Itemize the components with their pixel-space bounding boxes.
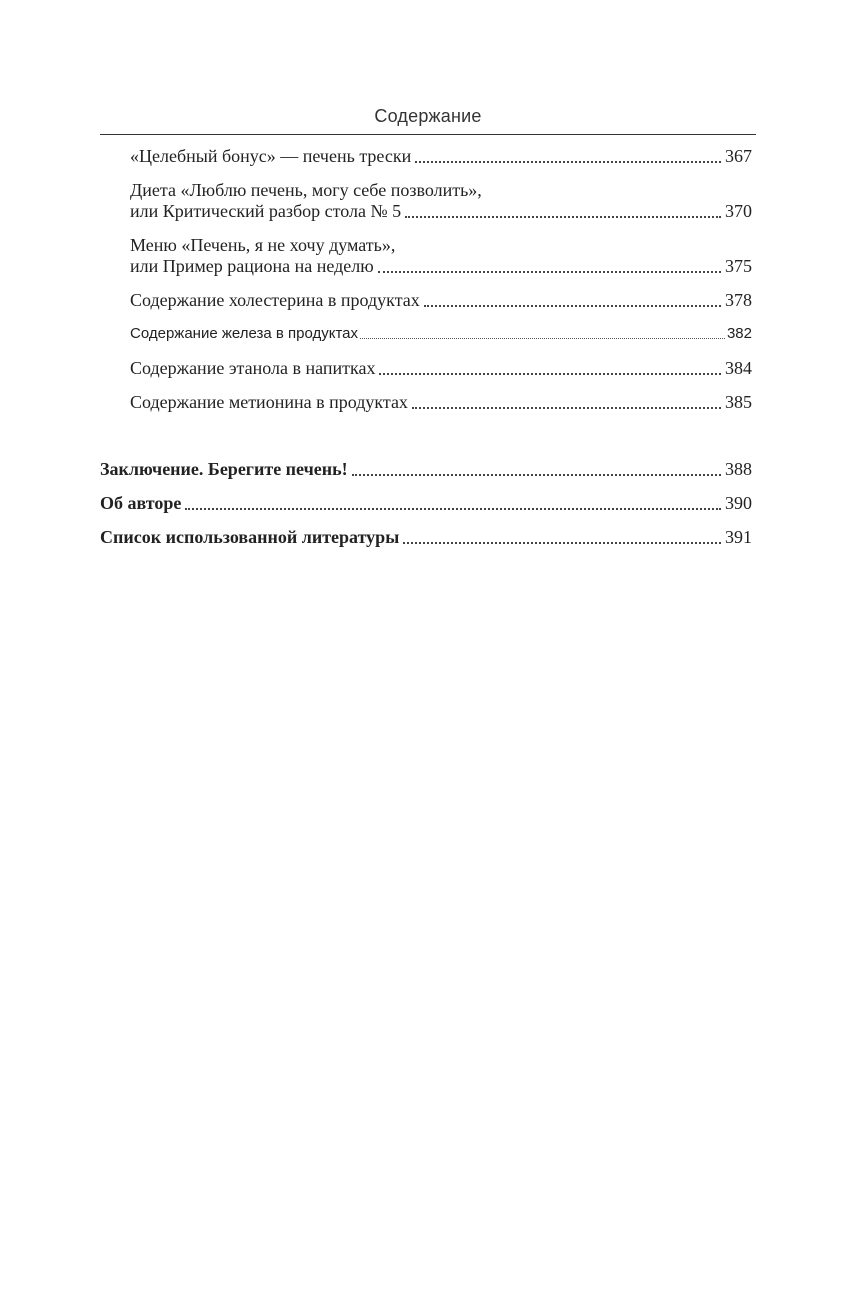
toc-entry-title: Содержание холестерина в продуктах bbox=[130, 290, 420, 310]
toc-entry-page: 375 bbox=[725, 256, 752, 276]
dot-leader bbox=[403, 542, 721, 544]
toc-entry-page: 385 bbox=[725, 392, 752, 412]
toc-entry-page: 391 bbox=[725, 527, 752, 547]
toc-entry-title: Содержание этанола в напитках bbox=[130, 358, 376, 378]
dot-leader bbox=[424, 305, 721, 307]
toc-entry-page: 390 bbox=[725, 493, 752, 513]
toc-entry[interactable] bbox=[130, 322, 752, 346]
toc-entry[interactable] bbox=[130, 356, 752, 380]
toc-entry-page: 388 bbox=[725, 459, 752, 479]
dot-leader bbox=[360, 338, 725, 339]
dot-leader bbox=[352, 474, 721, 476]
toc-entry-page: 370 bbox=[725, 201, 752, 221]
toc-entry-page: 382 bbox=[726, 325, 752, 342]
toc-entry-title-line1: Меню «Печень, я не хочу думать», bbox=[130, 235, 396, 255]
toc-entry-page: 378 bbox=[725, 290, 752, 310]
toc-entry-title: Содержание метионина в продуктах bbox=[130, 392, 408, 412]
toc-main-entry[interactable] bbox=[100, 457, 752, 481]
toc-entry-title: Заключение. Берегите печень! bbox=[100, 459, 348, 479]
toc-entry-title: Об авторе bbox=[100, 493, 182, 513]
toc-entry[interactable] bbox=[130, 199, 752, 223]
toc-entry-title: Список использованной литературы bbox=[100, 527, 400, 547]
toc-entry-page: 367 bbox=[725, 146, 752, 166]
toc-entry-title: или Пример рациона на неделю bbox=[130, 256, 374, 276]
dot-leader bbox=[405, 216, 721, 218]
toc-main-entry[interactable] bbox=[100, 525, 752, 549]
toc-entry-page: 384 bbox=[725, 358, 752, 378]
toc-entry-title-line1: Диета «Люблю печень, могу себе позволить», bbox=[130, 180, 482, 200]
dot-leader bbox=[415, 161, 721, 163]
toc-entry-title: Содержание железа в продуктах bbox=[130, 325, 359, 342]
dot-leader bbox=[185, 508, 721, 510]
toc-entry[interactable] bbox=[130, 390, 752, 414]
dot-leader bbox=[412, 407, 721, 409]
dot-leader bbox=[379, 373, 721, 375]
toc-main-entry[interactable] bbox=[100, 491, 752, 515]
toc-entry-title: или Критический разбор стола № 5 bbox=[130, 201, 402, 221]
toc-entry[interactable] bbox=[130, 288, 752, 312]
header-rule bbox=[100, 134, 756, 135]
toc-entry-title: «Целебный бонус» — печень трески bbox=[130, 146, 412, 166]
toc-entry[interactable] bbox=[130, 144, 752, 168]
toc-entry[interactable] bbox=[130, 254, 752, 278]
running-header: Содержание bbox=[374, 106, 482, 126]
dot-leader bbox=[378, 271, 721, 273]
